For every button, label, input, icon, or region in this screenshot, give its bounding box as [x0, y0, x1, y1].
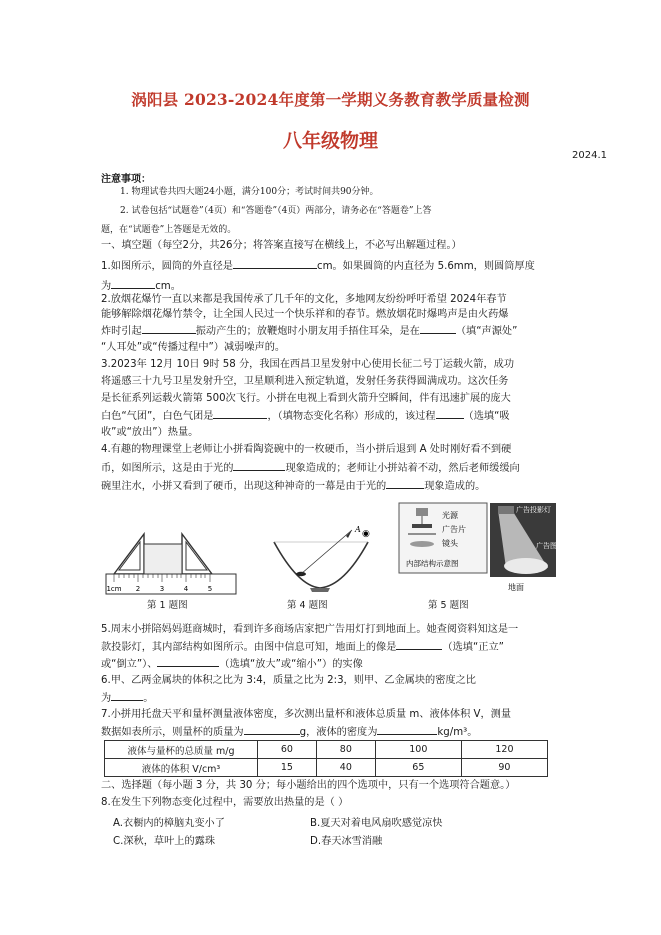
table-cell: 60 [258, 741, 317, 759]
question-8: 8.在发生下列物态变化过程中，需要放出热量的是（ ） [101, 797, 349, 808]
exam-subtitle: 八年级物理 [282, 130, 378, 152]
point-a-label: A [355, 525, 361, 534]
ruler-tick-label: 1cm [106, 585, 122, 593]
question-2-line4: “人耳处”或“传播过程中”）减弱噪声的。 [101, 342, 286, 353]
question-4: 4.有趣的物理课堂上老师让小拼看陶瓷碗中的一枚硬币，当小拼后退到 A 处时刚好看不到硬 [101, 444, 512, 455]
question-3: 3.2023年 12月 10日 9时 58 分，我国在西昌卫星发射中心使用长征二号丁运载火箭，成功 [101, 359, 515, 370]
note-3: 题，在“试题卷”上答题是无效的。 [101, 225, 237, 235]
question-3-line4: 白色“气团”，白色气团是 ，（填物态变化名称）形成的，该过程 （选填“吸 [101, 406, 563, 427]
question-3-line2: 将遥感三十九号卫星发射升空，卫星顺利进入预定轨道，发射任务获得圆满成功。这次任务 [101, 376, 509, 387]
question-1-line2: 为 cm。 [101, 276, 563, 297]
label-ad-lamp: 广告投影灯 [516, 506, 551, 514]
exam-title: 涡阳县 2023-2024年度第一学期义务教育教学质量检测 [131, 90, 530, 109]
question-7-line2: 数据如表所示，则量杯的质量为 g，液体的密度为 kg/m³。 [101, 722, 563, 743]
question-6: 6.甲、乙两金属块的体积之比为 3:4，质量之比为 2:3，则甲、乙金属块的密度之比 [101, 675, 476, 686]
question-4-line3: 碗里注水，小拼又看到了硬币，出现这种神奇的一幕是由于光的 现象造成的。 [101, 476, 563, 497]
ruler-tick-label: 3 [159, 585, 165, 593]
question-1: 1.如图所示，圆筒的外直径是 cm。如果圆筒的内直径为 5.6mm，则圆筒厚度 [101, 256, 563, 277]
question-6-line2: 为 。 [101, 688, 563, 709]
table-cell: 120 [461, 741, 547, 759]
section2-heading: 二、选择题（每小题 3 分，共 30 分；每小题给出的四个选项中，只有一个选项符合题意。） [101, 780, 516, 791]
data-table [104, 740, 548, 777]
table-row [105, 759, 548, 777]
table-cell: 65 [375, 759, 461, 777]
question-4-line2: 币，如图所示，这是由于光的 现象造成的；老师让小拼站着不动，然后老师缓缓向 [101, 458, 563, 479]
question-2-line3: 炸时引起 振动产生的；放鞭炮时小朋友用手捂住耳朵，是在 （填“声源处” [101, 321, 563, 342]
question-7: 7.小拼用托盘天平和量杯测量液体密度，多次测出量杯和液体总质量 m、液体体积 V，测量 [101, 709, 512, 720]
table-cell: 液体与量杯的总质量 m/g [105, 741, 258, 759]
note-2: 2. 试卷包括“试题卷”（4页）和“答题卷”（4页）两部分，请务必在“答题卷”上答 [120, 206, 432, 216]
exam-date: 2024.1 [572, 150, 607, 161]
question-5: 5.周末小拼陪妈妈逛商城时，看到许多商场店家把广告用灯打到地面上。她查阅资料知这是一 [101, 624, 519, 635]
label-ad-film: 广告片 [442, 525, 466, 534]
question-5-line2: 款投影灯，其内部结构如图所示。由图中信息可知，地面上的像是 （选填“正立” [101, 637, 563, 658]
option-a[interactable]: A.衣橱内的樟脑丸变小了 [113, 818, 225, 829]
question-3-line3: 是长征系列运载火箭第 500次飞行。小拼在电视上看到火箭升空瞬间，伴有迅速扩展的庞大 [101, 393, 511, 404]
figure-1-caption: 第 1 题图 [147, 600, 188, 611]
option-d[interactable]: D.春天冰雪消融 [310, 836, 383, 847]
note-1: 1. 物理试卷共四大题24小题，满分100分；考试时间共90分钟。 [120, 187, 379, 197]
figure-5-projector-diagram [398, 502, 564, 594]
label-ground: 地面 [508, 583, 524, 592]
table-row [105, 741, 548, 759]
question-2-line2: 能够解除烟花爆竹禁令，让全国人民过一个快乐祥和的春节。燃放烟花时爆鸣声是由火药爆 [101, 309, 509, 320]
table-cell: 15 [258, 759, 317, 777]
question-3-line5: 收”或“放出”）热量。 [101, 427, 199, 438]
table-cell: 90 [461, 759, 547, 777]
figure-4-bowl-diagram [268, 522, 374, 594]
label-lens: 镜头 [442, 539, 458, 548]
figure-5-caption: 第 5 题图 [428, 600, 469, 611]
question-2: 2.放烟花爆竹一直以来都是我国传承了几千年的文化，多地网友纷纷呼吁希望 2024年春节 [101, 294, 507, 305]
label-structure: 内部结构示意图 [406, 559, 459, 568]
table-cell: 40 [316, 759, 375, 777]
question-5-line3: 或“倒立”）、 （选填“放大”或“缩小”）的实像 [101, 654, 563, 675]
figure-1-ruler-diagram [100, 512, 240, 596]
label-ad-icon: 广告图标 [536, 542, 564, 550]
label-light-source: 光源 [442, 511, 458, 520]
ruler-tick-label: 2 [135, 585, 141, 593]
table-cell: 80 [316, 741, 375, 759]
option-b[interactable]: B.夏天对着电风扇吹感觉凉快 [310, 818, 443, 829]
table-cell: 液体的体积 V/cm³ [105, 759, 258, 777]
ruler-tick-label: 4 [183, 585, 189, 593]
option-c[interactable]: C.深秋，草叶上的露珠 [113, 836, 216, 847]
figure-4-caption: 第 4 题图 [287, 600, 328, 611]
table-cell: 100 [375, 741, 461, 759]
ruler-tick-label: 5 [207, 585, 213, 593]
eye-icon: ◉ [362, 529, 370, 539]
section1-heading: 一、填空题（每空2分，共26分；将答案直接写在横线上，不必写出解题过程。） [101, 240, 462, 251]
notes-heading: 注意事项： [101, 174, 151, 185]
